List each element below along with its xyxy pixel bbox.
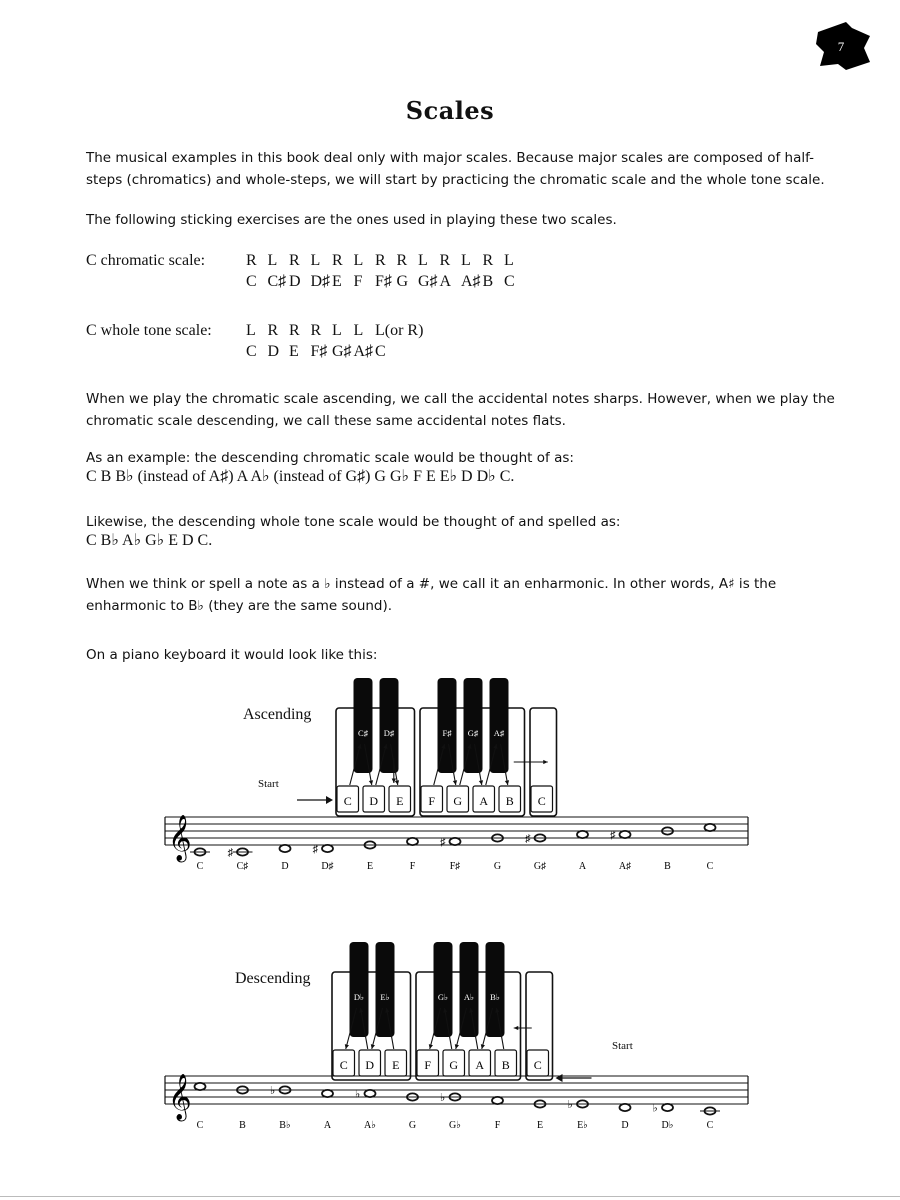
descending-diagram (0, 935, 900, 1135)
ascending-start-label: Start (258, 778, 279, 790)
example-intro: As an example: the descending chromatic scale would be thought of as: (86, 450, 574, 466)
whole-note (280, 845, 291, 852)
staff-note-label: F (494, 1120, 501, 1131)
staff-note-label: C♯ (236, 861, 249, 872)
accidental-symbol: ♯ (227, 847, 233, 859)
staff-note-label: D♭ (661, 1120, 674, 1131)
black-key-label: D♭ (353, 992, 365, 1002)
white-key-label: E (396, 794, 404, 808)
white-key-label: C (343, 794, 352, 808)
wholetone-notes: C D E F♯ G♯ A♯ C (246, 343, 386, 360)
staff-note-label: E (536, 1120, 544, 1131)
staff-note-label: D (281, 861, 289, 872)
start-arrow-head (326, 796, 333, 804)
intro-line-2: steps (chromatics) and whole-steps, we will start by practicing the chromatic scale and the whole tone scale. (86, 172, 825, 188)
white-key-label: F (428, 794, 436, 808)
staff-note-label: G♭ (449, 1120, 461, 1131)
arrow-head (505, 780, 509, 785)
treble-clef-icon: 𝄞 (168, 1074, 192, 1119)
whole-note (492, 1097, 503, 1104)
black-key-label: G♭ (437, 992, 449, 1002)
start-arrow-head (556, 1074, 563, 1082)
staff-note-label: A♯ (618, 861, 632, 872)
staff-note-label: F♯ (449, 861, 461, 872)
white-key-label: E (392, 1058, 400, 1072)
arrow-head (514, 1026, 519, 1030)
black-key-label: A♯ (493, 728, 505, 738)
descending-start-label: Start (612, 1040, 633, 1052)
enharmonic-line-1: When we think or spell a note as a ♭ instead of a #, we call it an enharmonic. In other words, A♯ is the (86, 576, 777, 592)
whole-note (450, 838, 461, 845)
white-key-label: B (501, 1058, 510, 1072)
staff-note-label: E♭ (577, 1120, 588, 1131)
accidental-symbol: ♯ (525, 833, 531, 845)
staff-note-label: A♭ (364, 1120, 376, 1131)
staff-note-label: G♯ (533, 861, 547, 872)
accidentals-line-1: When we play the chromatic scale ascending, we call the accidental notes sharps. However, when we play the (86, 391, 835, 407)
arrow-head (392, 778, 396, 783)
white-key-label: C (537, 794, 546, 808)
whole-note (620, 831, 631, 838)
page-number: 7 (837, 39, 845, 54)
wholetone-label: C whole tone scale: (86, 322, 212, 339)
black-key-label: F♯ (442, 728, 452, 738)
intro-paragraph (86, 147, 825, 191)
whole-note (195, 1083, 206, 1090)
descending-label: Descending (235, 970, 311, 987)
accidental-symbol: ♭ (567, 1099, 573, 1111)
likewise-intro: Likewise, the descending whole tone scale would be thought of and spelled as: (86, 514, 621, 530)
accidentals-line-2: chromatic scale descending, we call these same accidental notes flats. (86, 413, 566, 429)
staff-note-label: E (366, 861, 374, 872)
ascending-diagram (0, 670, 900, 880)
staff-note-label: A (578, 861, 587, 872)
staff-note-label: C (706, 1120, 714, 1131)
whole-note (407, 838, 418, 845)
arrow-head (369, 780, 373, 785)
staff-note-label: D♯ (321, 861, 334, 872)
white-key-label: C (339, 1058, 348, 1072)
white-key-label: F (424, 1058, 432, 1072)
accidental-symbol: ♯ (312, 843, 318, 856)
whole-note (662, 1104, 673, 1111)
chromatic-sticking: R L R L R L R R L R L R L (246, 252, 514, 269)
staff-note-label: C (196, 861, 204, 872)
accidental-symbol: ♭ (270, 1085, 276, 1097)
staff-note-label: A (323, 1120, 332, 1131)
accidental-symbol: ♭ (652, 1102, 658, 1115)
arrow-head (395, 780, 399, 785)
white-key-label: G (449, 1058, 459, 1072)
staff-note-label: G (493, 861, 502, 872)
whole-note (322, 845, 333, 852)
whole-note (705, 824, 716, 831)
black-key-label: E♭ (380, 992, 390, 1002)
chromatic-label: C chromatic scale: (86, 252, 206, 269)
page-title: Scales (405, 96, 495, 125)
accidental-symbol: ♯ (610, 829, 616, 842)
black-key-label: B♭ (490, 992, 500, 1002)
arrow-head (479, 780, 483, 785)
sticking-intro: The following sticking exercises are the ones used in playing these two scales. (86, 212, 617, 228)
white-key-label: D (365, 1058, 375, 1072)
accidental-symbol: ♯ (440, 836, 446, 849)
staff-note-label: B (664, 861, 671, 872)
treble-clef-icon: 𝄞 (168, 815, 192, 860)
wholetone-sticking: L R R R L L L(or R) (246, 322, 424, 339)
arrow-head (543, 760, 548, 764)
staff-note-label: D (621, 1120, 629, 1131)
white-key-label: B (505, 794, 514, 808)
page-number-badge (812, 18, 874, 74)
black-key-label: D♯ (383, 728, 395, 738)
white-key-label: A (479, 794, 489, 808)
accidental-symbol: ♭ (355, 1088, 361, 1101)
white-key-label: D (369, 794, 379, 808)
example-line: C B B♭ (instead of A♯) A A♭ (instead of G♯) G G♭ F E E♭ D D♭ C. (86, 468, 515, 485)
black-key-label: G♯ (467, 728, 479, 738)
staff-note-label: B♭ (279, 1120, 291, 1131)
whole-note (620, 1104, 631, 1111)
whole-note (365, 1090, 376, 1097)
accidentals-paragraph (86, 388, 835, 432)
staff-note-label: C (196, 1120, 204, 1131)
white-key-label: A (475, 1058, 485, 1072)
enharmonic-line-2: enharmonic to B♭ (they are the same sound). (86, 598, 393, 614)
staff-note-label: G (408, 1120, 417, 1131)
chromatic-notes: C C♯ D D♯ E F F♯ G G♯ A A♯ B C (246, 273, 515, 290)
intro-line-1: The musical examples in this book deal only with major scales. Because major scales are composed of half- (86, 150, 815, 166)
arrow-head (453, 780, 457, 785)
staff-note-label: C (706, 861, 714, 872)
black-key-label: A♭ (463, 992, 475, 1002)
staff-note-label: B (239, 1120, 246, 1131)
white-key-label: G (453, 794, 463, 808)
enharmonic-paragraph (86, 573, 776, 617)
likewise-line: C B♭ A♭ G♭ E D C. (86, 532, 213, 549)
accidental-symbol: ♭ (440, 1092, 446, 1104)
staff-note-label: F (409, 861, 416, 872)
whole-note (322, 1090, 333, 1097)
white-key-label: C (533, 1058, 542, 1072)
ascending-label: Ascending (243, 706, 312, 723)
black-key-label: C♯ (358, 728, 368, 738)
page-bottom-border (0, 1196, 900, 1197)
piano-intro: On a piano keyboard it would look like this: (86, 647, 378, 663)
whole-note (577, 831, 588, 838)
